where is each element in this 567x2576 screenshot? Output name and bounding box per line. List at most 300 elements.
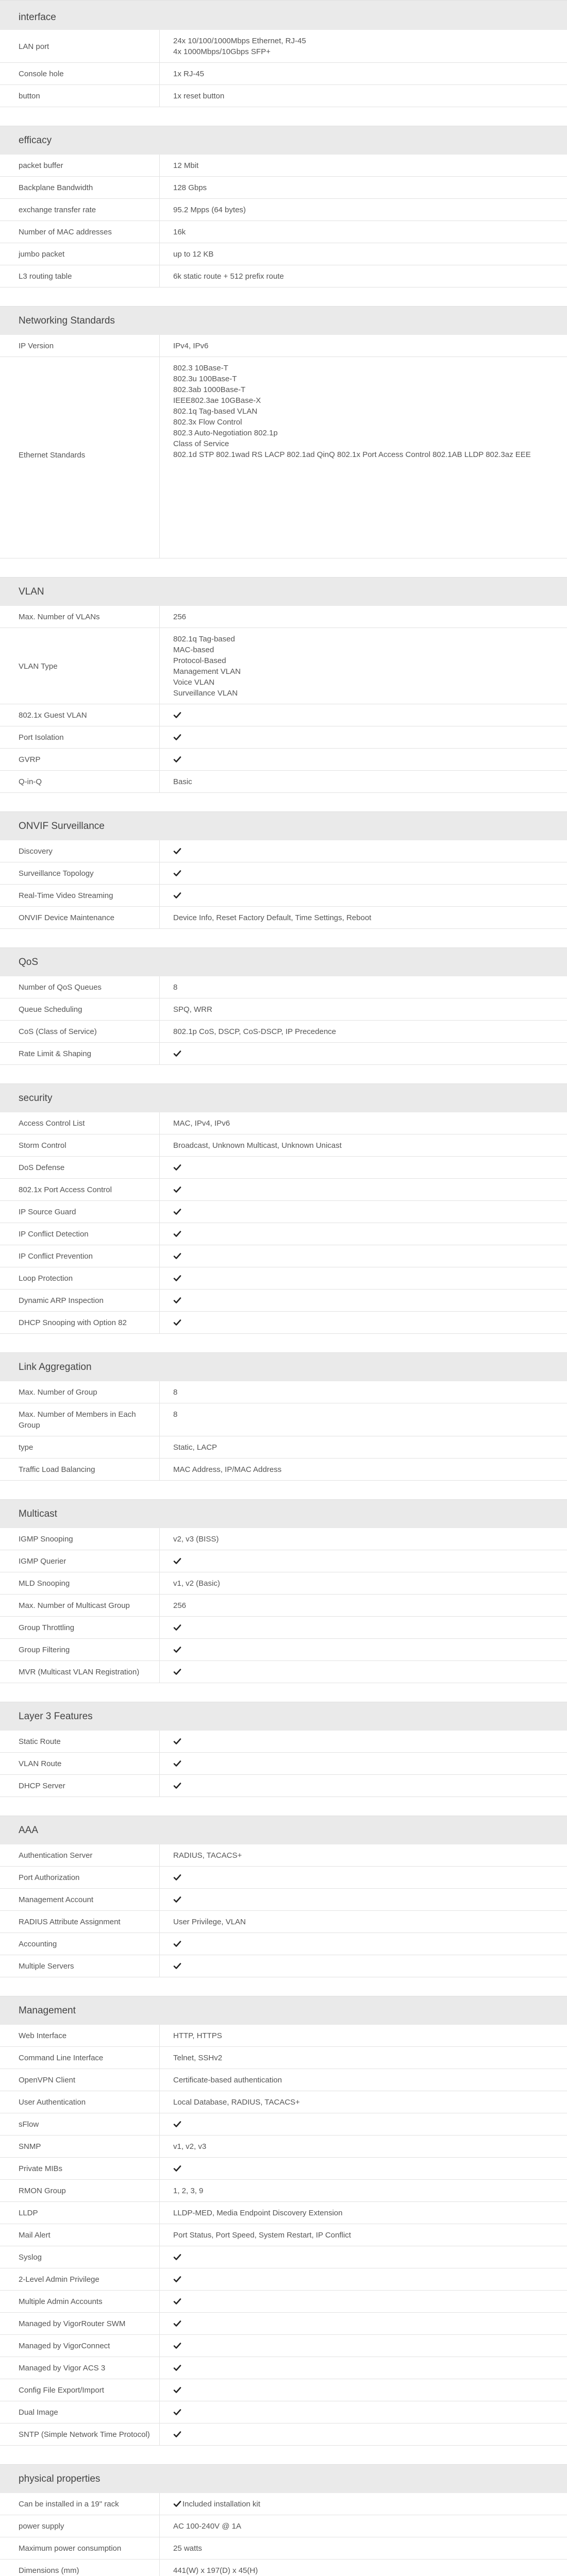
spec-value: [160, 221, 567, 243]
spec-value-line: Broadcast, Unknown Multicast, Unknown Unicast: [173, 1141, 342, 1150]
spec-label: packet buffer: [0, 155, 160, 176]
checkmark-icon: [173, 1230, 181, 1238]
spec-label: VLAN Type: [0, 628, 160, 704]
spec-row: [0, 1267, 567, 1290]
spec-value: [160, 1639, 567, 1660]
spec-value: [160, 606, 567, 628]
spec-label: Authentication Server: [0, 1844, 160, 1866]
spec-row: [0, 2025, 567, 2047]
spec-row: [0, 1312, 567, 1334]
spec-label: button: [0, 85, 160, 107]
spec-row: [0, 2493, 567, 2515]
spec-row: [0, 726, 567, 749]
spec-label: Number of MAC addresses: [0, 221, 160, 243]
spec-label: Config File Export/Import: [0, 2379, 160, 2401]
spec-value: [160, 771, 567, 792]
spec-value: [160, 1179, 567, 1200]
section-title-layer-3-features: Layer 3 Features: [0, 1702, 567, 1731]
spec-value: [160, 265, 567, 287]
spec-label: Managed by Vigor ACS 3: [0, 2357, 160, 2379]
spec-value-line: RADIUS, TACACS+: [173, 1851, 242, 1860]
spec-value: [160, 1911, 567, 1933]
spec-label: Discovery: [0, 840, 160, 862]
spec-value: [160, 749, 567, 770]
spec-value-line: 25 watts: [173, 2544, 202, 2553]
spec-row: [0, 1775, 567, 1797]
spec-value: [160, 2158, 567, 2179]
spec-value: [160, 1157, 567, 1178]
section-title-security: security: [0, 1083, 567, 1112]
spec-value: [160, 199, 567, 221]
spec-value: [160, 1528, 567, 1550]
spec-label: User Authentication: [0, 2091, 160, 2113]
spec-label: CoS (Class of Service): [0, 1021, 160, 1042]
spec-row: [0, 998, 567, 1021]
spec-row: [0, 2136, 567, 2158]
spec-label: Multiple Admin Accounts: [0, 2291, 160, 2312]
spec-value: [160, 1021, 567, 1042]
spec-value-line: 802.3 10Base-T: [173, 364, 228, 372]
spec-value-line: Local Database, RADIUS, TACACS+: [173, 2098, 300, 2107]
spec-row: [0, 1157, 567, 1179]
spec-row: [0, 1179, 567, 1201]
spec-label: SNMP: [0, 2136, 160, 2157]
spec-value-line: 802.3x Flow Control: [173, 418, 242, 427]
spec-row: [0, 862, 567, 885]
spec-value: [160, 1661, 567, 1683]
spec-value: [160, 2537, 567, 2559]
spec-value-line: Device Info, Reset Factory Default, Time Settings, Reboot: [173, 913, 372, 922]
spec-value: [160, 704, 567, 726]
spec-value: [160, 2424, 567, 2445]
checkmark-icon: [173, 2164, 181, 2173]
spec-value-line: Port Status, Port Speed, System Restart, IP Conflict: [173, 2231, 351, 2240]
spec-row: [0, 1112, 567, 1134]
spec-value: [160, 1436, 567, 1458]
section-title-aaa: AAA: [0, 1816, 567, 1844]
spec-value: [160, 1312, 567, 1333]
spec-row: [0, 1381, 567, 1403]
spec-value: [160, 335, 567, 357]
spec-row: [0, 63, 567, 85]
spec-value-line: AC 100-240V @ 1A: [173, 2522, 241, 2531]
spec-row: [0, 1134, 567, 1157]
spec-row: [0, 155, 567, 177]
spec-value: [160, 2335, 567, 2357]
spec-value: [160, 1572, 567, 1594]
checkmark-icon: [173, 1737, 181, 1745]
checkmark-icon: [173, 1940, 181, 1948]
spec-value-line: v1, v2, v3: [173, 2142, 207, 2151]
spec-label: DoS Defense: [0, 1157, 160, 1178]
spec-value: [160, 357, 567, 558]
spec-row: [0, 1639, 567, 1661]
spec-value-line: Static, LACP: [173, 1443, 218, 1452]
spec-row: [0, 1955, 567, 1977]
spec-row: [0, 2379, 567, 2401]
spec-value: [160, 1403, 567, 1436]
checkmark-icon: [173, 1646, 181, 1654]
spec-row: [0, 265, 567, 287]
section-title-efficacy: efficacy: [0, 126, 567, 155]
checkmark-icon: [173, 2500, 181, 2508]
spec-value: [160, 1889, 567, 1910]
spec-row: [0, 221, 567, 243]
spec-row: [0, 1043, 567, 1065]
checkmark-icon: [173, 733, 181, 741]
spec-value: [160, 2515, 567, 2537]
spec-row: [0, 2091, 567, 2113]
checkmark-icon: [173, 1274, 181, 1282]
spec-label: Number of QoS Queues: [0, 976, 160, 998]
spec-row: [0, 335, 567, 357]
spec-value-line: 802.3 Auto-Negotiation 802.1p: [173, 429, 278, 437]
spec-value: [160, 840, 567, 862]
spec-value-line: 256: [173, 1601, 187, 1610]
spec-value-line: 4x 1000Mbps/10Gbps SFP+: [173, 47, 271, 56]
checkmark-icon: [173, 2342, 181, 2350]
spec-value: [160, 862, 567, 884]
spec-value-line: Surveillance VLAN: [173, 689, 238, 698]
spec-value-line: Management VLAN: [173, 667, 241, 676]
spec-value: [160, 2025, 567, 2046]
spec-value-line: HTTP, HTTPS: [173, 2031, 222, 2040]
spec-label: DHCP Snooping with Option 82: [0, 1312, 160, 1333]
spec-value-line: LLDP-MED, Media Endpoint Discovery Extension: [173, 2209, 343, 2217]
spec-label: ONVIF Device Maintenance: [0, 907, 160, 928]
checkmark-icon: [173, 1962, 181, 1970]
spec-label: Mail Alert: [0, 2224, 160, 2246]
spec-row: [0, 2268, 567, 2291]
spec-value-line: 802.3ab 1000Base-T: [173, 385, 246, 394]
spec-row: [0, 1021, 567, 1043]
section-title-multicast: Multicast: [0, 1499, 567, 1528]
spec-value: [160, 1867, 567, 1888]
spec-row: [0, 2357, 567, 2379]
spec-value: [160, 907, 567, 928]
spec-value: [160, 1245, 567, 1267]
spec-label: Console hole: [0, 63, 160, 84]
spec-label: Maximum power consumption: [0, 2537, 160, 2559]
spec-label: IGMP Snooping: [0, 1528, 160, 1550]
section-title-link-aggregation: Link Aggregation: [0, 1352, 567, 1381]
spec-value: [160, 1134, 567, 1156]
spec-label: power supply: [0, 2515, 160, 2537]
spec-value-line: 6k static route + 512 prefix route: [173, 272, 284, 281]
spec-row: [0, 243, 567, 265]
spec-row: [0, 1223, 567, 1245]
spec-value: [160, 155, 567, 176]
spec-value-line: Telnet, SSHv2: [173, 2054, 223, 2062]
spec-value: [160, 30, 567, 62]
spec-row: [0, 1459, 567, 1481]
spec-label: L3 routing table: [0, 265, 160, 287]
checkmark-icon: [173, 1668, 181, 1676]
checkmark-icon: [173, 1185, 181, 1194]
spec-value: [160, 1550, 567, 1572]
spec-row: [0, 2313, 567, 2335]
spec-value-line: User Privilege, VLAN: [173, 1918, 246, 1926]
spec-value-line: 256: [173, 613, 187, 621]
spec-label: 2-Level Admin Privilege: [0, 2268, 160, 2290]
spec-value-line: 802.3u 100Base-T: [173, 375, 237, 383]
spec-label: VLAN Route: [0, 1753, 160, 1774]
spec-value: [160, 177, 567, 198]
spec-value: [160, 2313, 567, 2334]
checkmark-icon: [173, 2275, 181, 2283]
spec-label: Rate Limit & Shaping: [0, 1043, 160, 1064]
spec-row: [0, 2424, 567, 2446]
spec-label: jumbo packet: [0, 243, 160, 265]
spec-label: Traffic Load Balancing: [0, 1459, 160, 1480]
spec-label: Access Control List: [0, 1112, 160, 1134]
spec-value-line: 802.1q Tag-based: [173, 635, 235, 643]
spec-value: [160, 1112, 567, 1134]
spec-label: Max. Number of VLANs: [0, 606, 160, 628]
spec-value-line: 441(W) x 197(D) x 45(H): [173, 2566, 258, 2575]
spec-value-line: 12 Mbit: [173, 161, 199, 170]
checkmark-icon: [173, 869, 181, 877]
spec-value: [160, 1595, 567, 1616]
spec-value-line: SPQ, WRR: [173, 1005, 212, 1014]
spec-value-line: 1x reset button: [173, 92, 225, 100]
checkmark-icon: [173, 711, 181, 719]
spec-value-line: v2, v3 (BISS): [173, 1535, 219, 1544]
spec-label: Static Route: [0, 1731, 160, 1752]
spec-label: DHCP Server: [0, 1775, 160, 1797]
spec-row: [0, 1245, 567, 1267]
spec-row: [0, 1889, 567, 1911]
spec-row: [0, 771, 567, 793]
spec-value: [160, 2202, 567, 2224]
spec-row: [0, 2202, 567, 2224]
spec-row: [0, 1550, 567, 1572]
spec-row: [0, 1753, 567, 1775]
spec-label: GVRP: [0, 749, 160, 770]
spec-label: MVR (Multicast VLAN Registration): [0, 1661, 160, 1683]
checkmark-icon: [173, 847, 181, 855]
spec-label: Group Throttling: [0, 1617, 160, 1638]
spec-row: [0, 2401, 567, 2424]
spec-value-line: MAC-based: [173, 646, 214, 654]
spec-label: 802.1x Guest VLAN: [0, 704, 160, 726]
spec-value: [160, 2091, 567, 2113]
spec-row: [0, 2047, 567, 2069]
spec-value: [160, 726, 567, 748]
spec-value: [160, 1731, 567, 1752]
spec-label: IGMP Querier: [0, 1550, 160, 1572]
spec-row: [0, 1201, 567, 1223]
checkmark-icon: [173, 2319, 181, 2328]
spec-row: [0, 2069, 567, 2091]
checkmark-icon: [173, 1318, 181, 1327]
spec-row: [0, 2291, 567, 2313]
section-title-networking-standards: Networking Standards: [0, 306, 567, 335]
spec-value: [160, 2069, 567, 2091]
spec-row: [0, 1617, 567, 1639]
section-title-management: Management: [0, 1996, 567, 2025]
spec-value-line: Included installation kit: [182, 2500, 260, 2509]
spec-label: Max. Number of Group: [0, 1381, 160, 1403]
spec-label: IP Conflict Prevention: [0, 1245, 160, 1267]
checkmark-icon: [173, 2364, 181, 2372]
spec-label: Dimensions (mm): [0, 2560, 160, 2576]
spec-label: LLDP: [0, 2202, 160, 2224]
spec-value: [160, 1290, 567, 1311]
spec-label: Port Isolation: [0, 726, 160, 748]
spec-row: [0, 2560, 567, 2576]
spec-value-line: 16k: [173, 228, 186, 236]
spec-label: Storm Control: [0, 1134, 160, 1156]
section-title-physical-properties: physical properties: [0, 2464, 567, 2493]
spec-label: MLD Snooping: [0, 1572, 160, 1594]
checkmark-icon: [173, 2430, 181, 2438]
spec-value-line: 802.1q Tag-based VLAN: [173, 407, 258, 416]
spec-value-line: 1, 2, 3, 9: [173, 2187, 204, 2195]
spec-label: SNTP (Simple Network Time Protocol): [0, 2424, 160, 2445]
spec-label: Can be installed in a 19" rack: [0, 2493, 160, 2515]
spec-row: [0, 1661, 567, 1683]
spec-row: [0, 1595, 567, 1617]
spec-value: [160, 976, 567, 998]
spec-row: [0, 704, 567, 726]
checkmark-icon: [173, 1873, 181, 1882]
spec-row: [0, 1436, 567, 1459]
spec-value-line: MAC Address, IP/MAC Address: [173, 1465, 282, 1474]
spec-row: [0, 177, 567, 199]
checkmark-icon: [173, 1163, 181, 1172]
spec-label: Q-in-Q: [0, 771, 160, 792]
spec-label: Managed by VigorRouter SWM: [0, 2313, 160, 2334]
checkmark-icon: [173, 1623, 181, 1632]
spec-value: [160, 2560, 567, 2576]
spec-label: Syslog: [0, 2246, 160, 2268]
spec-value: [160, 1775, 567, 1797]
spec-label: Queue Scheduling: [0, 998, 160, 1020]
checkmark-icon: [173, 2408, 181, 2416]
spec-value-line: 802.1p CoS, DSCP, CoS-DSCP, IP Precedence: [173, 1027, 337, 1036]
spec-value: [160, 1844, 567, 1866]
spec-row: [0, 907, 567, 929]
spec-row: [0, 1911, 567, 1933]
spec-value: [160, 2357, 567, 2379]
spec-value: [160, 2047, 567, 2069]
spec-value: [160, 2401, 567, 2423]
spec-value: [160, 1753, 567, 1774]
spec-value-line: 8: [173, 1388, 178, 1397]
spec-value-line: Protocol-Based: [173, 656, 226, 665]
checkmark-icon: [173, 1296, 181, 1304]
spec-value: [160, 2224, 567, 2246]
spec-value: [160, 2493, 567, 2515]
spec-label: Accounting: [0, 1933, 160, 1955]
spec-row: [0, 2515, 567, 2537]
spec-label: Dynamic ARP Inspection: [0, 1290, 160, 1311]
spec-label: Max. Number of Multicast Group: [0, 1595, 160, 1616]
spec-value-line: IEEE802.3ae 10GBase-X: [173, 396, 261, 405]
spec-row: [0, 1933, 567, 1955]
spec-value: [160, 63, 567, 84]
spec-label: IP Source Guard: [0, 1201, 160, 1223]
spec-label: Real-Time Video Streaming: [0, 885, 160, 906]
checkmark-icon: [173, 2120, 181, 2128]
checkmark-icon: [173, 891, 181, 900]
spec-value-line: v1, v2 (Basic): [173, 1579, 220, 1588]
spec-label: Managed by VigorConnect: [0, 2335, 160, 2357]
checkmark-icon: [173, 1895, 181, 1904]
spec-row: [0, 2113, 567, 2136]
spec-value: [160, 2180, 567, 2201]
spec-label: LAN port: [0, 30, 160, 62]
spec-value-line: 24x 10/100/1000Mbps Ethernet, RJ-45: [173, 37, 306, 45]
checkmark-icon: [173, 2297, 181, 2306]
spec-row: [0, 885, 567, 907]
spec-row: [0, 1731, 567, 1753]
spec-label: type: [0, 1436, 160, 1458]
spec-row: [0, 1572, 567, 1595]
checkmark-icon: [173, 1782, 181, 1790]
spec-value-line: 1x RJ-45: [173, 70, 205, 78]
spec-value: [160, 2246, 567, 2268]
spec-label: Web Interface: [0, 2025, 160, 2046]
section-title-interface: interface: [0, 0, 567, 30]
spec-value: [160, 85, 567, 107]
spec-row: [0, 2224, 567, 2246]
spec-value: [160, 243, 567, 265]
spec-row: [0, 85, 567, 107]
spec-row: [0, 1403, 567, 1436]
spec-value: [160, 998, 567, 1020]
spec-label: Multiple Servers: [0, 1955, 160, 1977]
spec-label: OpenVPN Client: [0, 2069, 160, 2091]
spec-row: [0, 976, 567, 998]
spec-row: [0, 357, 567, 558]
spec-value: [160, 1267, 567, 1289]
spec-value-line: Voice VLAN: [173, 678, 215, 687]
spec-label: Surveillance Topology: [0, 862, 160, 884]
spec-row: [0, 2335, 567, 2357]
spec-label: 802.1x Port Access Control: [0, 1179, 160, 1200]
spec-value: [160, 1043, 567, 1064]
checkmark-icon: [173, 1049, 181, 1058]
section-title-qos: QoS: [0, 947, 567, 976]
spec-row: [0, 2537, 567, 2560]
spec-value-line: 8: [173, 983, 178, 992]
spec-label: RMON Group: [0, 2180, 160, 2201]
spec-value: [160, 885, 567, 906]
spec-value: [160, 1933, 567, 1955]
checkmark-icon: [173, 1252, 181, 1260]
spec-value: [160, 2268, 567, 2290]
spec-value: [160, 2379, 567, 2401]
spec-label: Port Authorization: [0, 1867, 160, 1888]
spec-label: sFlow: [0, 2113, 160, 2135]
spec-value: [160, 1201, 567, 1223]
spec-label: IP Version: [0, 335, 160, 357]
spec-label: RADIUS Attribute Assignment: [0, 1911, 160, 1933]
spec-value-line: up to 12 KB: [173, 250, 214, 259]
spec-label: Ethernet Standards: [0, 357, 160, 558]
checkmark-icon: [173, 1557, 181, 1565]
spec-label: Loop Protection: [0, 1267, 160, 1289]
spec-value: [160, 1381, 567, 1403]
checkmark-icon: [173, 2253, 181, 2261]
spec-label: exchange transfer rate: [0, 199, 160, 221]
spec-label: Group Filtering: [0, 1639, 160, 1660]
spec-label: Dual Image: [0, 2401, 160, 2423]
spec-value: [160, 1617, 567, 1638]
spec-row: [0, 30, 567, 63]
